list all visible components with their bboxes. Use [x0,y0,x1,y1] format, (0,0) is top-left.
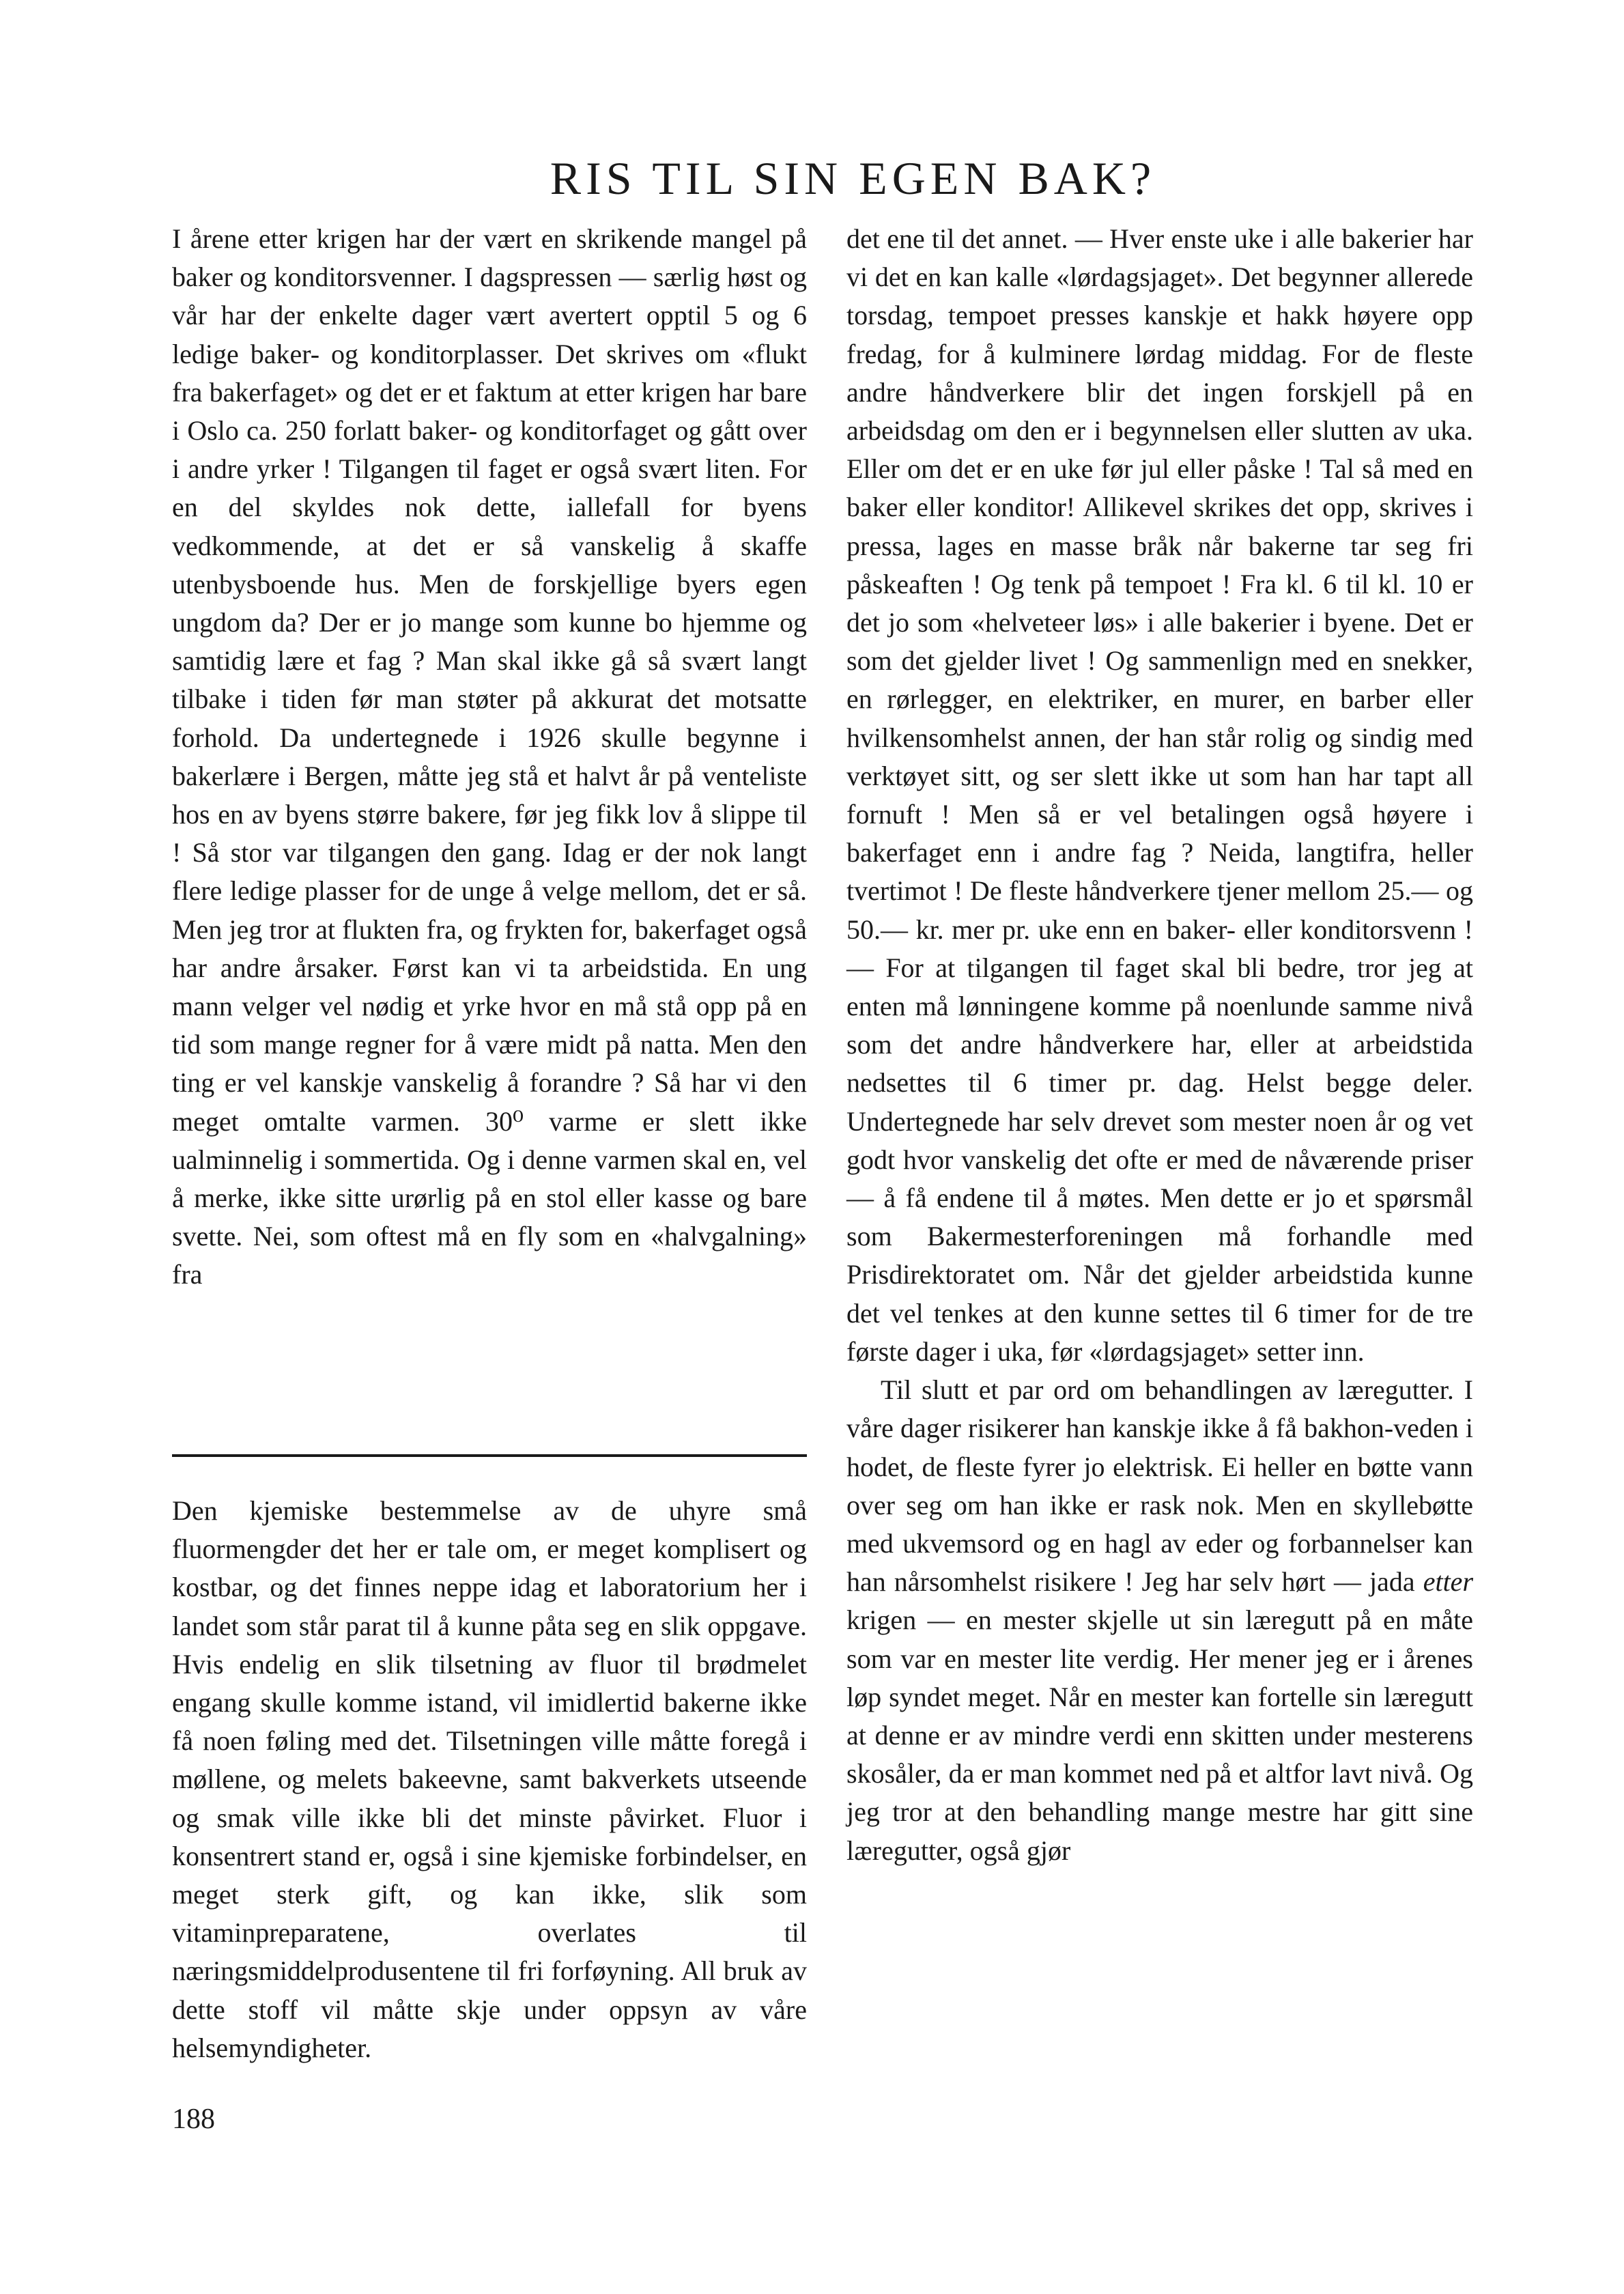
page-title: RIS TIL SIN EGEN BAK? [550,152,1156,204]
footnote-block [172,1492,807,2067]
article-column-right [846,220,1473,1870]
emphasized-word: etter [1423,1566,1474,1598]
article-paragraph: det ene til det annet. — Hver enste uke i alle bakerier har vi det en kan kalle «lørdagsjaget». Det begynner allerede torsdag, tempoet presses kanskje et hakk høyere opp fredag, for å kulminere lørdag middag. For de fleste andre håndverkere blir det ingen forskjell på en arbeidsdag om den er i begynnelsen eller slutten av uka. Eller om det er en uke før jul eller påske ! Tal så med en baker eller konditor! Allikevel skrikes det opp, skrives i pressa, lages en masse bråk når bakerne tar seg fri påskeaften ! Og tenk på tempoet ! Fra kl. 6 til kl. 10 er det jo som «helveteer løs» i alle bakerier i byene. Det er som det gjelder livet ! Og sammenlign med en snekker, en rørlegger, en elektriker, en murer, en barber eller hvilkensomhelst annen, der han står rolig og sindig med verktøyet sitt, og ser slett ikke ut som han har tapt all fornuft ! Men så er vel betalingen også høyere i bakerfaget enn i andre fag ? Neida, langtifra, heller tvertimot ! De fleste håndverkere tjener mellom 25.— og 50.— kr. mer pr. uke enn en baker- eller konditorsvenn ! — For at tilgangen til faget skal bli bedre, tror jeg at enten må lønningene komme på noenlunde samme nivå som det andre håndverkere har, eller at arbeidstida nedsettes til 6 timer pr. dag. Helst begge deler. Undertegnede har selv drevet som mester noen år og vet godt hvor vanskelig det ofte er med de nåværende priser — å få endene til å møtes. Men dette er jo et spørsmål som Bakermesterforeningen må forhandle med Prisdirektoratet om. Når det gjelder arbeidstida kunne det vel tenkes at den kunne settes til 6 timer for de tre første dager i uka, før «lørdagsjaget» setter inn. [846,223,1473,1367]
article-column-left [172,220,807,1294]
footnote-paragraph: Den kjemiske bestemmelse av de uhyre små fluormengder det her er tale om, er meget komplisert og kostbar, og det finnes neppe idag et laboratorium her i landet som står parat til å kunne påta seg en slik oppgave. Hvis endelig en slik tilsetning av fluor til brødmelet engang skulle komme istand, vil imidlertid bakerne ikke få noen føling med det. Tilsetningen ville måtte foregå i møllene, og melets bakeevne, samt bakverkets utseende og smak ville ikke bli det minste påvirket. Fluor i konsentrert stand er, også i sine kjemiske forbindelser, en meget sterk gift, og kan ikke, slik som vitaminpreparatene, overlates til næringsmiddelprodusentene til fri forføyning. All bruk av dette stoff vil måtte skje under oppsyn av våre helsemyndigheter. [172,1495,807,2063]
paragraph-text: Til slutt et par ord om behandlingen av læregutter. I våre dager risikerer han kanskje ikke å få bakhon-veden i hodet, de fleste fyrer jo elektrisk. Ei heller en bøtte vann over seg om han ikke er rask nok. Men en skyllebøtte med ukvemsord og en hagl av eder og forbannelser kan han nårsomhelst risikere ! Jeg har selv hørt — jada [846,1374,1473,1598]
paragraph-text: krigen — en mester skjelle ut sin læregutt på en måte som var en mester lite verdig. Her mener jeg er i årenes løp syndet meget. Når en mester kan fortelle sin læregutt at denne er av mindre verdi enn skitten under mesterens skosåler, da er man kommet ned på et altfor lavt nivå. Og jeg tror at den behandling mange mestre har gitt sine læregutter, også gjør [846,1604,1473,1866]
footnote-divider [172,1454,807,1457]
article-paragraph: I årene etter krigen har der vært en skrikende mangel på baker og konditorsvenner. I dagspressen — særlig høst og vår har der enkelte dager vært avertert opptil 5 og 6 ledige baker- og konditorplasser. Det skrives om «flukt fra bakerfaget» og det er et faktum at etter krigen har bare i Oslo ca. 250 forlatt baker- og konditorfaget og gått over i andre yrker ! Tilgangen til faget er også svært liten. For en del skyldes nok dette, iallefall for byens vedkommende, at det er så vanskelig å skaffe utenbysboende hus. Men de forskjellige byers egen ungdom da? Der er jo mange som kunne bo hjemme og samtidig lære et fag ? Man skal ikke gå så svært langt tilbake i tiden før man støter på akkurat det motsatte forhold. Da undertegnede i 1926 skulle begynne i bakerlære i Bergen, måtte jeg stå et halvt år på venteliste hos en av byens større bakere, før jeg fikk lov å slippe til ! Så stor var tilgangen den gang. Idag er der nok langt flere ledige plasser for de unge å velge mellom, det er så. Men jeg tror at flukten fra, og frykten for, bakerfaget også har andre årsaker. Først kan vi ta arbeidstida. En ung mann velger vel nødig et yrke hvor en må stå opp på en tid som mange regner for å være midt på natta. Men den ting er vel kanskje vanskelig å forandre ? Så har vi den meget omtalte varmen. 30⁰ varme er slett ikke ualminnelig i sommertida. Og i denne varmen skal en, vel å merke, ikke sitte urørlig på en stol eller kasse og bare svette. Nei, som oftest må en fly som en «halvgalning» fra [172,223,807,1290]
article-paragraph [846,1371,1473,1870]
page-number: 188 [172,2104,215,2135]
